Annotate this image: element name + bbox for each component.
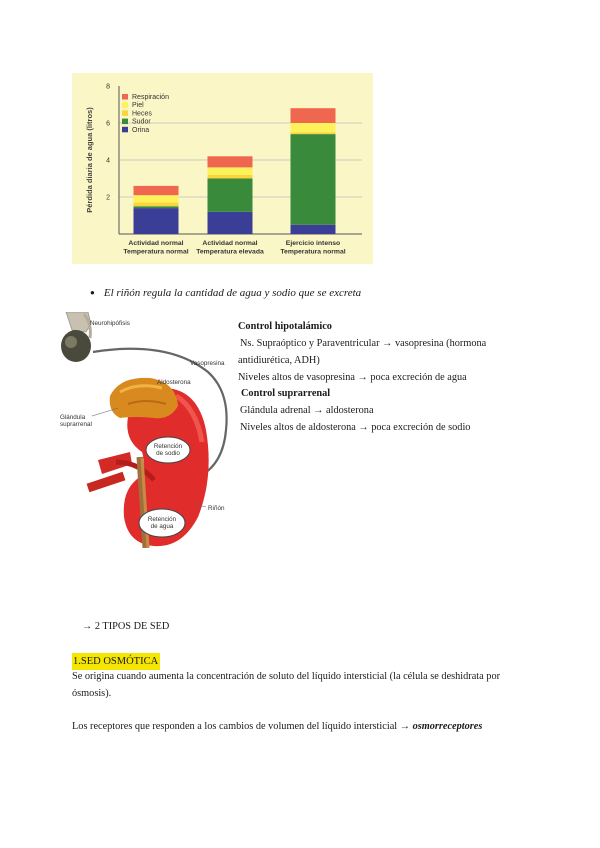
water-loss-chart <box>72 73 373 264</box>
control-line-3: Niveles altos de vasopresina → poca excreción de agua <box>238 372 467 383</box>
control-line-5: Niveles altos de aldosterona → poca excreción de sodio <box>240 422 471 433</box>
control-line-2: antidiurética, ADH) <box>238 355 320 366</box>
legend-label: Respiración <box>132 94 169 101</box>
bullet-text: El riñón regula la cantidad de agua y sodio que se excreta <box>103 287 362 299</box>
bars <box>134 108 336 234</box>
pituitary-illustration <box>61 312 91 362</box>
y-ticks <box>106 84 110 202</box>
legend-swatch <box>122 119 128 125</box>
bar-segment-orina <box>291 225 336 234</box>
bar-segment-heces <box>134 203 179 207</box>
sodium-label-line1: Retención <box>153 443 183 450</box>
bar-segment-heces <box>291 132 336 134</box>
bar-segment-piel <box>291 123 336 132</box>
legend-label: Piel <box>132 102 144 110</box>
adrenal-label-line1: Glándula <box>60 414 86 421</box>
legend-label: Sudor <box>132 118 151 126</box>
kidney-label: Riñón <box>208 505 225 512</box>
osmoreceptor-term: osmorreceptores <box>412 721 483 732</box>
category-label: Temperatura elevada <box>196 248 264 256</box>
aldosterone-label: Aldosterona <box>157 379 191 386</box>
control-line-1: Ns. Supraóptico y Paraventricular → vasopresina (hormona <box>240 338 487 349</box>
legend-swatch <box>122 127 128 133</box>
bar-segment-respiración <box>208 156 253 167</box>
osmotic-paragraph-line2: ósmosis). <box>72 688 112 699</box>
legend-swatch <box>122 110 128 116</box>
bullet-symbol: ● <box>90 288 95 297</box>
legend-swatch <box>122 102 128 108</box>
adrenal-label-line2: suprarrenal <box>60 421 92 428</box>
water-label-line1: Retención <box>147 516 177 523</box>
bar-segment-respiración <box>134 186 179 195</box>
chart-canvas <box>72 73 373 264</box>
osmoreceptor-sentence <box>72 718 482 735</box>
neurohypophysis-label: Neurohipófisis <box>90 320 130 327</box>
y-axis-label: Pérdida diaria de agua (litros) <box>85 107 94 213</box>
category-label: Actividad normal <box>128 240 184 247</box>
osmotic-paragraph-line1: Se origina cuando aumenta la concentración de soluto del líquido intersticial (la célula se deshidrata por <box>72 671 501 682</box>
vasopressin-label: Vasopresina <box>190 360 225 367</box>
bar-segment-respiración <box>291 108 336 123</box>
bullet-item <box>90 287 361 299</box>
osmotic-thirst-heading: 1.SED OSMÓTICA <box>72 653 160 670</box>
sed-types-line: → 2 TIPOS DE SED <box>82 621 170 632</box>
kidney-regulation-figure <box>58 312 238 548</box>
y-tick-label: 2 <box>106 194 110 202</box>
category-label: Actividad normal <box>202 240 258 247</box>
water-label-line2: de agua <box>150 523 174 530</box>
y-tick-label: 4 <box>106 157 110 165</box>
chart-legend <box>122 94 169 134</box>
category-label: Temperatura normal <box>123 248 189 256</box>
bar-segment-heces <box>208 175 253 179</box>
hypothalamic-control-title: Control hipotalámico <box>238 321 332 332</box>
category-label: Ejercicio intenso <box>285 240 341 247</box>
adrenal-control-title: Control suprarrenal <box>241 388 331 399</box>
bar-segment-orina <box>134 208 179 234</box>
y-tick-label: 8 <box>106 83 110 91</box>
category-label: Temperatura normal <box>280 248 346 256</box>
osmoreceptor-prefix: Los receptores que responden a los cambios de volumen del líquido intersticial → <box>72 721 413 732</box>
bar-segment-sudor <box>291 134 336 225</box>
bar-segment-piel <box>208 167 253 174</box>
bar-segment-piel <box>134 195 179 202</box>
bar-segment-orina <box>208 212 253 234</box>
legend-label: Orina <box>132 126 150 134</box>
legend-swatch <box>122 94 128 100</box>
bar-segment-sudor <box>208 179 253 212</box>
category-labels <box>123 240 345 256</box>
sodium-label-line2: de sodio <box>156 450 180 457</box>
bar-segment-sudor <box>134 206 179 208</box>
control-line-4: Glándula adrenal → aldosterona <box>240 405 374 416</box>
y-tick-label: 6 <box>106 120 110 128</box>
legend-label: Heces <box>132 110 152 118</box>
